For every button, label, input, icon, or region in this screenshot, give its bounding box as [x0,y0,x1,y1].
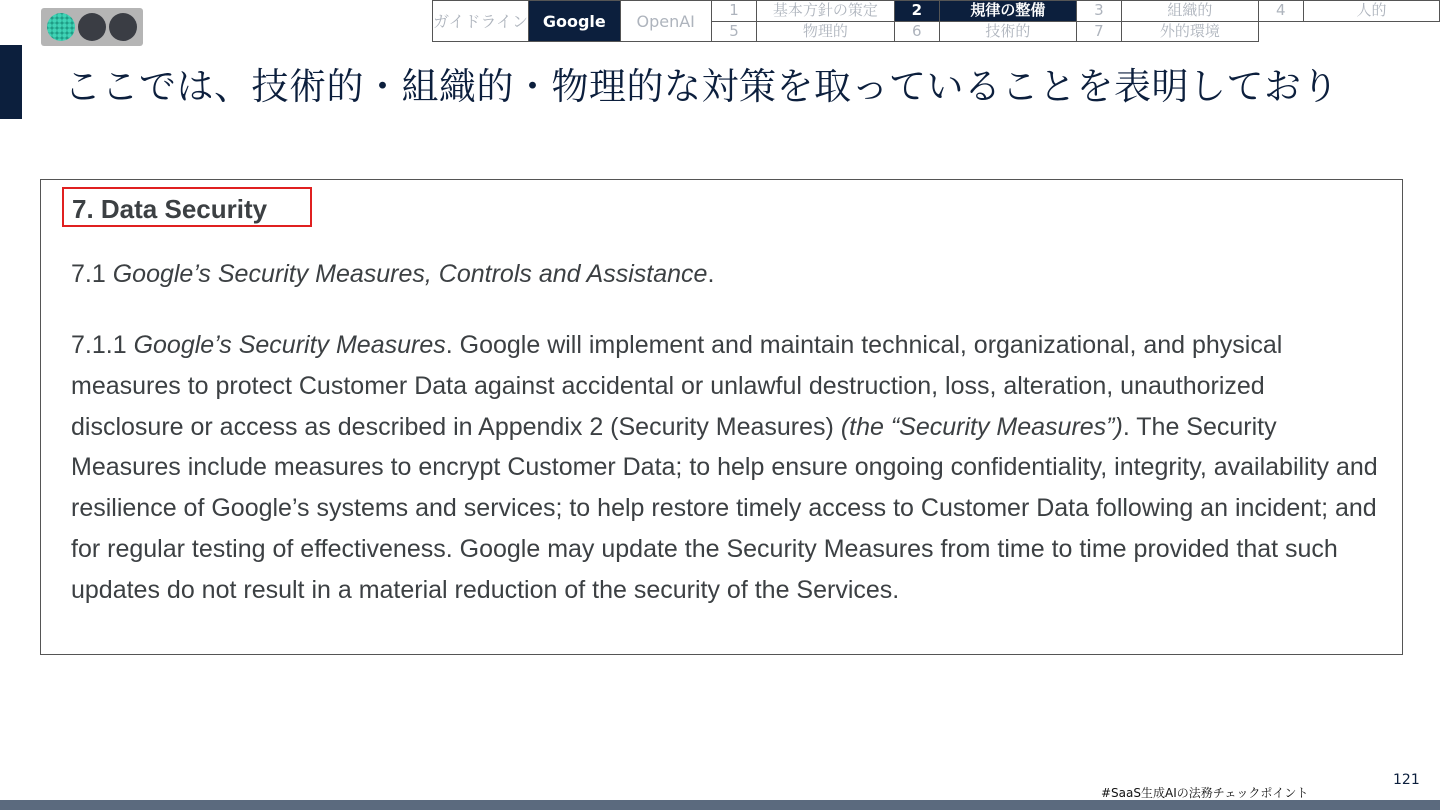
nav-item-basic-policy[interactable]: 基本方針の策定 [757,1,894,22]
nav-num-2[interactable]: 2 [894,1,939,22]
nav-num-6[interactable]: 6 [894,21,939,42]
nav-item-rules[interactable]: 規律の整備 [939,1,1076,22]
nav-num-7[interactable]: 7 [1076,21,1121,42]
nav-item-organizational[interactable]: 組織的 [1122,1,1259,22]
subsection-title: Google’s Security Measures, Controls and Assistance [112,260,708,288]
clause-title: Google’s Security Measures [133,331,446,359]
traffic-light-icon [41,8,143,46]
nav-item-physical[interactable]: 物理的 [757,21,894,42]
clause-text-part1: . Google will implement and maintain technical, organizational, and physical measures to protect Customer Data against accidental or unlawful destruction, loss, alteration, unauthorized disclosure or access as described in Appendix 2 (Security Measures) [71,331,1283,441]
page-title: ここでは、技術的・組織的・物理的な対策を取っていることを表明しており [64,65,1339,108]
subsection-heading [71,260,714,289]
subsection-period: . [707,260,715,288]
tab-google[interactable]: Google [529,1,620,42]
nav-item-technical[interactable]: 技術的 [939,21,1076,42]
nav-num-5[interactable]: 5 [711,21,756,42]
nav-num-3[interactable]: 3 [1076,1,1121,22]
clause-defined-term: (the “Security Measures”) [840,412,1123,441]
section-title: 7. Data Security [62,187,312,227]
clause-paragraph [71,325,1381,611]
nav-num-4[interactable]: 4 [1258,1,1303,22]
title-accent-bar [0,45,22,119]
green-lamp-icon [47,13,75,41]
document-excerpt [40,179,1403,655]
clause-text-part2: . The Security Measures include measures to encrypt Customer Data; to help ensure ongoing confidentiality, integrity, availability and resilience of Google’s systems and services; to help restore timely access to Customer Data following an incident; and for regular testing of effectiveness. Google may update the Security Measures from time to time provided that such updates do not result in a material reduction of the security of the Services. [71,412,1378,604]
subsection-number: 7.1 [71,260,106,288]
section-nav [432,0,1440,42]
red-lamp-icon [109,13,137,41]
yellow-lamp-icon [78,13,106,41]
nav-item-external[interactable]: 外的環境 [1122,21,1259,42]
nav-num-1[interactable]: 1 [711,1,756,22]
nav-blank [1258,21,1439,42]
tab-guideline[interactable]: ガイドライン [433,1,529,42]
clause-number: 7.1.1 [71,331,127,359]
nav-item-human[interactable]: 人的 [1303,1,1439,22]
footer-bar [0,800,1440,810]
page-number: 121 [1393,772,1420,788]
footer-hashtag: #SaaS生成AIの法務チェックポイント [1101,786,1309,800]
tab-openai[interactable]: OpenAI [620,1,711,42]
